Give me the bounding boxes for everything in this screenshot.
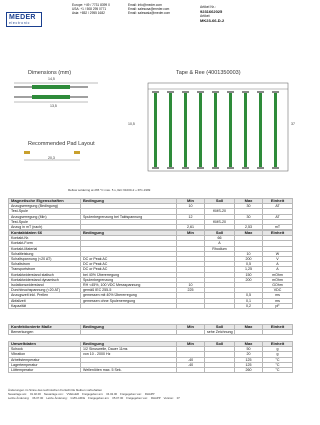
article-label: Artikel: [200, 14, 211, 19]
cell: 1/2 Sinuswelle, Dauer 11ms [81, 347, 177, 352]
cell: Kontaktwiderstand statisch [9, 272, 81, 277]
cell [81, 225, 177, 230]
cell: Spulenbegrenzung bei Taktspannung [81, 214, 177, 219]
col-header: Soll [205, 199, 235, 204]
article-no-label: Artikel Nr.: [200, 5, 216, 9]
dim-label: 20,3 [48, 156, 55, 160]
cell: 225 [177, 288, 205, 293]
col-header: Min [177, 342, 205, 347]
cell: DC or Peak AC [81, 257, 177, 262]
col-header: Bedingung [81, 199, 177, 204]
cell [205, 368, 235, 373]
cell: Transportstrom [9, 267, 81, 272]
footer-label: Freigegeben von: [120, 392, 142, 396]
cell: DC or Peak AC [81, 262, 177, 267]
cell: 150 [235, 272, 263, 277]
tape-reel-title: Tape & Ree (4001350003) [176, 70, 241, 76]
tape-reel-drawing [148, 83, 288, 171]
dim-label: 14,5 [48, 77, 55, 81]
reed-switch-top-view [14, 83, 98, 102]
col-header: Einheit [263, 231, 293, 236]
cell: Spulenbegrenzung [81, 277, 177, 282]
cell: 200 [235, 277, 263, 282]
cell: DC or Peak AC [81, 267, 177, 272]
logo-brand: MEDER [9, 14, 36, 21]
cell: Test-Spule [9, 219, 81, 224]
contact-email[interactable]: Email: info@meder.com [128, 3, 162, 7]
footer-value: 05.07.00 [112, 396, 124, 400]
cell: Schock [9, 347, 81, 352]
footer-label: Neuanlage am: [8, 392, 27, 396]
footer-value: RHAPP [150, 396, 161, 400]
technical-drawing [8, 65, 298, 195]
cell [177, 303, 205, 308]
contact-email[interactable]: Email: salesasia@meder.com [128, 11, 171, 15]
cell: AT [263, 204, 293, 209]
cell: RH <45%, 100 VDC Messspannung [81, 283, 177, 288]
cell: W [263, 251, 293, 256]
cell: -40 [177, 362, 205, 367]
contact-phone: Asia: +852 / 2955 1682 [72, 11, 105, 15]
cell: 30 [235, 214, 263, 219]
cell: 2,53 [235, 225, 263, 230]
col-header: Einheit [263, 325, 293, 330]
cell: KMS-20 [205, 209, 235, 214]
cell: Durchbruchspannung (<20 AT) [9, 288, 81, 293]
col-header: Soll [205, 342, 235, 347]
cell: g [263, 347, 293, 352]
article-no: 9231662025 [200, 8, 223, 14]
col-header: Bedingung [81, 231, 177, 236]
cell: mT [263, 225, 293, 230]
contact-phone: USA: +1 / 508 295 0771 [72, 7, 107, 11]
footer-label: Freigegeben am: [88, 396, 110, 400]
section-title: Magnetische Eigenschaften [9, 199, 81, 204]
section-title: Konfektionierte Maße [9, 325, 81, 330]
footer-label: Letzte Änderung: [8, 396, 30, 400]
pad-layout-title: Recommended Pad Layout [28, 141, 95, 147]
environment-table [8, 341, 293, 373]
cell: °C [263, 357, 293, 362]
contact-phone: Europe: +49 / 7731 8399 0 [72, 3, 110, 7]
cell: 66 [205, 236, 235, 241]
cell: Anzugserregung (Bedingung) [9, 204, 81, 209]
footer-value: 06.07.00 [32, 396, 44, 400]
cell: pF [263, 303, 293, 308]
table-row [9, 303, 293, 308]
cell: Schaltstrom [9, 262, 81, 267]
cell: 12 [177, 214, 205, 219]
cell: 1,25 [235, 267, 263, 272]
cell: 20 [235, 352, 263, 357]
config-dimensions-table [8, 324, 293, 335]
cell: Abfallzeit [9, 298, 81, 303]
cell: Kapazität [9, 303, 81, 308]
col-header: Max [235, 342, 263, 347]
col-header: Bedingung [81, 342, 177, 347]
cell: Vibration [9, 352, 81, 357]
cell: Kontakt-Nr. [9, 236, 81, 241]
cell: 125 [235, 357, 263, 362]
cell: Anzug in mT (nach) [9, 225, 81, 230]
footer-label: Freigegeben am: [82, 392, 104, 396]
cell: Test-Spule [9, 209, 81, 214]
footer-value: 07 [176, 396, 180, 400]
cell: GOhm [263, 283, 293, 288]
cell: -40 [177, 357, 205, 362]
footer-value: VVELLER [66, 392, 80, 396]
cell: VDC [263, 288, 293, 293]
col-header: Soll [205, 231, 235, 236]
col-header: Max [235, 231, 263, 236]
contact-email[interactable]: Email: salesusa@meder.com [128, 7, 170, 11]
col-header: Einheit [263, 199, 293, 204]
cell [205, 303, 235, 308]
cell: 50 [235, 347, 263, 352]
cell: Anzugserregung (Min) [9, 214, 81, 219]
cell: Kontakt-Material [9, 246, 81, 251]
cell: A [263, 262, 293, 267]
solder-note: Reflow soldering at 265 °C max. 5 s, IEC 61000-2 + IPC-1999 [68, 188, 151, 192]
footer-value: RHAPP [144, 392, 155, 396]
article-name: MK23-66-D-2 [200, 17, 225, 23]
footer-value: GVKLAFFE [70, 396, 86, 400]
cell: mOhm [263, 277, 293, 282]
footer-note: Änderungen im Sinne des technischen Fortschritts bleiben vorbehalten [8, 388, 103, 392]
cell: 30 [235, 204, 263, 209]
contact-data-table [8, 230, 293, 309]
footer-label: Letzte Änderung: [46, 396, 68, 400]
cell: Anzugszeit inkl. Prellen [9, 293, 81, 298]
contact-info [72, 3, 192, 15]
cell [177, 330, 205, 335]
dim-label: 37 [291, 122, 295, 126]
table-row [9, 225, 293, 230]
cell: A [263, 267, 293, 272]
cell: gemessen mit 40% Übererregung [81, 293, 177, 298]
cell [81, 330, 177, 335]
magnetic-properties-table [8, 198, 293, 230]
cell: mOhm [263, 272, 293, 277]
article-info [200, 5, 224, 23]
dim-label: 13,5 [50, 104, 57, 108]
cell: g [263, 352, 293, 357]
cell: Rhodium [205, 246, 235, 251]
cell: V [263, 257, 293, 262]
cell: Kontakt-Form [9, 241, 81, 246]
col-header: Soll [205, 325, 235, 330]
cell: 200 [235, 257, 263, 262]
table-row [9, 368, 293, 373]
col-header: Einheit [263, 342, 293, 347]
col-header: Max [235, 199, 263, 204]
cell [81, 303, 177, 308]
cell: Löttemperatur [9, 368, 81, 373]
cell: Kontaktwiderstand dynamisch [9, 277, 81, 282]
footer-row [8, 396, 292, 400]
cell: gemäß IEC 255-5 [81, 288, 177, 293]
cell: A [205, 241, 235, 246]
meder-logo [6, 12, 42, 27]
cell: °C [263, 368, 293, 373]
footer-label: Neuanlage von: [43, 392, 64, 396]
cell: AT [263, 214, 293, 219]
cell: 0,5 [235, 262, 263, 267]
cell: 0,2 [235, 303, 263, 308]
cell: Arbeitstemperatur [9, 357, 81, 362]
cell: 10 [235, 251, 263, 256]
contact-row [72, 11, 192, 15]
col-header: Min [177, 231, 205, 236]
cell [177, 368, 205, 373]
cell: ms [263, 293, 293, 298]
cell: Schaltspannung (<20 AT) [9, 257, 81, 262]
cell: 2,61 [177, 225, 205, 230]
cell [235, 330, 263, 335]
footer-label: Version: [163, 396, 174, 400]
dim-label: 10,5 [128, 122, 135, 126]
footer-label: Freigegeben von: [126, 396, 148, 400]
cell: 125 [235, 362, 263, 367]
cell: bei 40% Übererregung [81, 272, 177, 277]
cell [263, 330, 293, 335]
cell: °C [263, 362, 293, 367]
cell: sehe Zeichnung [205, 330, 235, 335]
col-header: Min [177, 199, 205, 204]
footer-value: 04.02.00 [106, 392, 118, 396]
cell: Isolationswiderstand [9, 283, 81, 288]
footer-value: 01.02.00 [29, 392, 41, 396]
cell: ms [263, 298, 293, 303]
cell: gemessen ohne Spulenerregung [81, 298, 177, 303]
cell: KMS-20 [205, 219, 235, 224]
cell: von 10 - 2000 Hz [81, 352, 177, 357]
cell: Wellenlöten max. 5 Sek. [81, 368, 177, 373]
cell: 0,5 [235, 293, 263, 298]
cell: Bemerkungen [9, 330, 81, 335]
footer [8, 388, 292, 400]
col-header: Min [177, 325, 205, 330]
cell: 10 [177, 204, 205, 209]
cell: 0,1 [235, 298, 263, 303]
col-header: Max [235, 325, 263, 330]
cell: 10 [177, 283, 205, 288]
dimensions-title: Dimensions (mm) [28, 70, 72, 76]
logo-sub: electronic [9, 21, 30, 25]
cell: Schaltleistung [9, 251, 81, 256]
section-title: Kontaktdaten 66 [9, 231, 81, 236]
section-title: Umweltdaten [9, 342, 81, 347]
cell: Lagertemperatur [9, 362, 81, 367]
header [0, 0, 300, 42]
cell: 260 [235, 368, 263, 373]
table-row [9, 330, 293, 335]
cell [205, 225, 235, 230]
col-header: Bedingung [81, 325, 177, 330]
